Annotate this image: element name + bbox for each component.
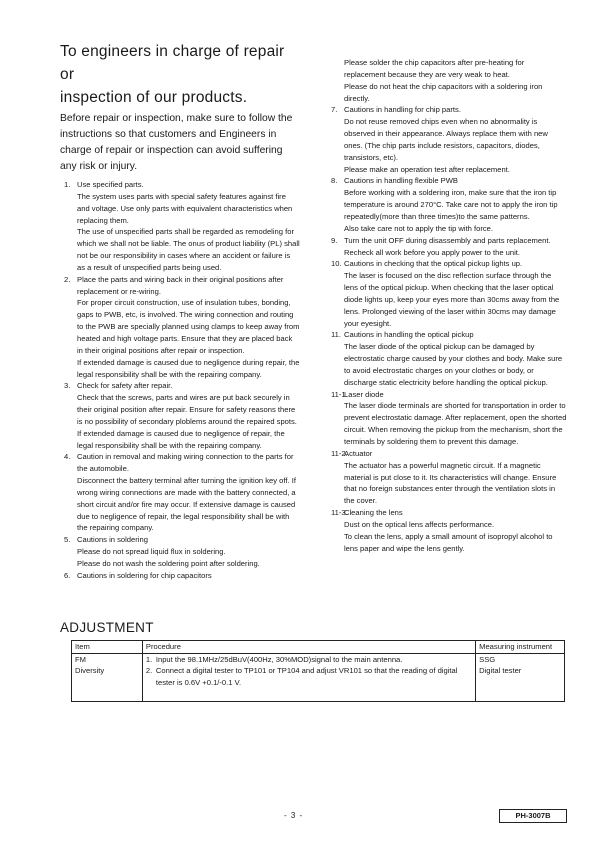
caution-title: Cautions in handling for chip parts. <box>344 105 461 115</box>
caution-number: 11. <box>331 330 341 340</box>
left-column <box>60 40 300 582</box>
chip-capacitor-paragraph: Please solder the chip capacitors after pre-heating for replacement because they are very weak to heat. <box>344 58 525 79</box>
caution-item <box>60 534 300 570</box>
notice-heading <box>60 40 300 109</box>
measuring-instrument: Digital tester <box>479 666 522 675</box>
adjustment-heading: ADJUSTMENT <box>60 620 154 635</box>
procedure-step <box>146 654 472 666</box>
adjustment-instrument-cell <box>476 653 565 701</box>
caution-item <box>331 175 567 234</box>
caution-paragraph: The laser diode of the optical pickup can be damaged by electrostatic charge caused by your clothes and body. Make sure to avoid electrostatic charges on your clothes or body, or discharge static electricity before handling the optical pickup. <box>344 342 563 387</box>
caution-number: 2. <box>64 274 71 284</box>
caution-number: 9. <box>331 235 338 245</box>
caution-item <box>331 329 567 388</box>
caution-title: Check for safety after repair. <box>77 381 173 391</box>
caution-paragraph: If extended damage is caused due to negligence during repair, the legal responsibility shall be with the repairing company. <box>77 357 300 379</box>
adjustment-item-name: Diversity <box>75 666 105 675</box>
caution-paragraph: The actuator has a powerful magnetic circuit. If a magnetic material is put close to it. Its characteristics will change. Ensure that no foreign substances enter through the ventilation slots in the cover. <box>344 460 557 506</box>
caution-number: 10. <box>331 259 342 269</box>
adjustment-item-cell <box>72 653 143 701</box>
caution-paragraph: Disconnect the battery terminal after turning the ignition key off. If wrong wiring connections are made with the battery connected, a short circuit and/or fire may occur. If extensive damage is caused due to negligence of repair, the legal responsibility shall be with the repairing company. <box>77 476 296 533</box>
notice-heading-line1: To engineers in charge of repair or <box>60 43 285 83</box>
caution-item <box>331 448 567 507</box>
procedure-step-number: 2. <box>145 666 153 675</box>
caution-item <box>331 104 567 175</box>
caution-number: 1. <box>64 180 71 189</box>
caution-paragraph: The laser is focused on the disc reflection surface through the lens of the optical pickup. When checking that the laser optical diode lights up, keep your eyes more than 30cms away from the lens. Prolonged viewing of the laser within 30cms may damage your eyesight. <box>344 271 560 328</box>
caution-number: 8. <box>331 176 338 186</box>
caution-item <box>60 451 300 534</box>
measuring-instrument: SSG <box>479 654 496 664</box>
caution-paragraph: The use of unspecified parts shall be regarded as remodeling for which we shall not be liable. The onus of product liability (PL) shall not be our responsibility in cases where an accident or failure is as a result of unspecified parts being used. <box>77 227 300 272</box>
caution-item <box>60 179 300 274</box>
caution-number: 7. <box>331 105 338 115</box>
caution-paragraph: Please do not spread liquid flux in soldering. <box>77 547 226 557</box>
caution-item <box>60 380 300 451</box>
chip-capacitor-instructions <box>331 57 567 104</box>
caution-item <box>331 389 567 448</box>
caution-title: Actuator <box>344 448 373 458</box>
caution-paragraph: Before working with a soldering iron, make sure that the iron tip temperature is around 270°C. Take care not to apply the iron tip repeatedly(more than three times)to the same patterns. <box>344 188 558 221</box>
procedure-step <box>146 665 472 688</box>
caution-title: Cautions in soldering for chip capacitors <box>77 570 212 580</box>
caution-title: Cautions in handling flexible PWB <box>344 176 458 186</box>
caution-paragraph: If extended damage is caused due to negligence of repair, the legal responsibility shall be with the repairing company. <box>77 428 285 450</box>
left-caution-list <box>60 179 300 582</box>
notice-intro: Before repair or inspection, make sure to follow the instructions so that customers and Engineers in charge of repair or inspection can avoid suffering any risk or injury. <box>60 113 293 172</box>
caution-title: Place the parts and wiring back in their original positions after replacement or re-wiring. <box>77 274 284 296</box>
adjustment-procedure-cell <box>142 653 475 701</box>
caution-title: Cautions in soldering <box>77 535 148 545</box>
column-header-instrument: Measuring instrument <box>476 641 565 654</box>
caution-item <box>331 258 567 329</box>
caution-number: 11-2. <box>331 448 348 458</box>
caution-item <box>60 274 300 381</box>
caution-title: Cleaning the lens <box>344 508 403 518</box>
caution-number: 5. <box>64 535 71 545</box>
caution-number: 11-3. <box>331 508 348 518</box>
caution-item <box>60 570 300 582</box>
caution-paragraph: Do not reuse removed chips even when no abnormality is observed in their appearance. Always replace them with new ones. (The chip parts include resistors, capacitors, diodes, transistors, etc). <box>344 117 548 162</box>
caution-paragraph: The system uses parts with special safety features against fire and voltage. Use only parts with equivalent characteristics when replacing them. <box>77 191 293 225</box>
caution-item <box>331 507 567 554</box>
caution-paragraph: Check that the screws, parts and wires are put back securely in their original position after repair. Ensure for safety reasons there is no possibility of secondary ploblems around the repaired spots. <box>77 393 297 426</box>
caution-item <box>331 235 567 259</box>
procedure-step-number: 1. <box>145 654 153 664</box>
procedure-step-text: Connect a digital tester to TP101 or TP104 and adjust VR101 so that the reading of digital tester is 0.6V +0.1/-0.1 V. <box>155 666 458 687</box>
caution-paragraph: Please make an operation test after replacement. <box>344 164 510 174</box>
caution-number: 4. <box>64 452 71 462</box>
caution-title: Cautions in handling the optical pickup <box>344 330 474 340</box>
procedure-step-text: Input the 98.1MHz/25dBuV(400Hz, 30%MOD)signal to the main antenna. <box>155 654 403 664</box>
chip-capacitor-paragraph: Please do not heat the chip capacitors with a soldering iron directly. <box>344 81 543 103</box>
column-header-procedure: Procedure <box>142 641 475 654</box>
adjustment-table <box>71 640 565 702</box>
caution-number: 11-1. <box>331 389 348 399</box>
column-header-item: Item <box>72 641 143 654</box>
caution-number: 3. <box>64 381 71 391</box>
caution-paragraph: The laser diode terminals are shorted for transportation in order to prevent electrostatic damage. After replacement, open the shorted circuit. When removing the pickup from the mechanism, short the terminals by soldering them to prevent this damage. <box>344 401 567 446</box>
caution-title: Turn the unit OFF during disassembly and parts replacement. Recheck all work before you apply power to the unit. <box>344 235 551 257</box>
caution-paragraph: Also take care not to apply the tip with force. <box>344 223 494 233</box>
caution-title: Caution in removal and making wiring connection to the parts for the automobile. <box>77 452 294 474</box>
adjustment-row <box>72 653 565 701</box>
adjustment-item-name: FM <box>75 654 86 664</box>
caution-paragraph: Please do not wash the soldering point after soldering. <box>77 559 260 568</box>
right-column <box>331 57 567 554</box>
caution-paragraph: Dust on the optical lens affects performance. <box>344 519 495 529</box>
adjustment-table-header <box>72 641 565 654</box>
model-number-box: PH-3007B <box>499 809 567 823</box>
caution-title: Use specified parts. <box>77 180 144 189</box>
right-caution-list <box>331 104 567 554</box>
caution-title: Laser diode <box>344 389 384 399</box>
caution-number: 6. <box>64 570 71 580</box>
caution-title: Cautions in checking that the optical pickup lights up. <box>344 259 523 269</box>
page-number: - 3 - <box>284 811 304 820</box>
caution-paragraph: For proper circuit construction, use of insulation tubes, bonding, gaps to PWB, etc, is involved. The wiring connection and routing to the PWB are specially planned using clamps to keep away from heated and high voltage parts. Ensure that they are placed back in their original positions after repair or inspection. <box>77 298 300 355</box>
notice-heading-line2: inspection of our products. <box>60 89 248 106</box>
caution-paragraph: To clean the lens, apply a small amount of isopropyl alcohol to lens paper and wipe the lens gently. <box>344 531 553 553</box>
